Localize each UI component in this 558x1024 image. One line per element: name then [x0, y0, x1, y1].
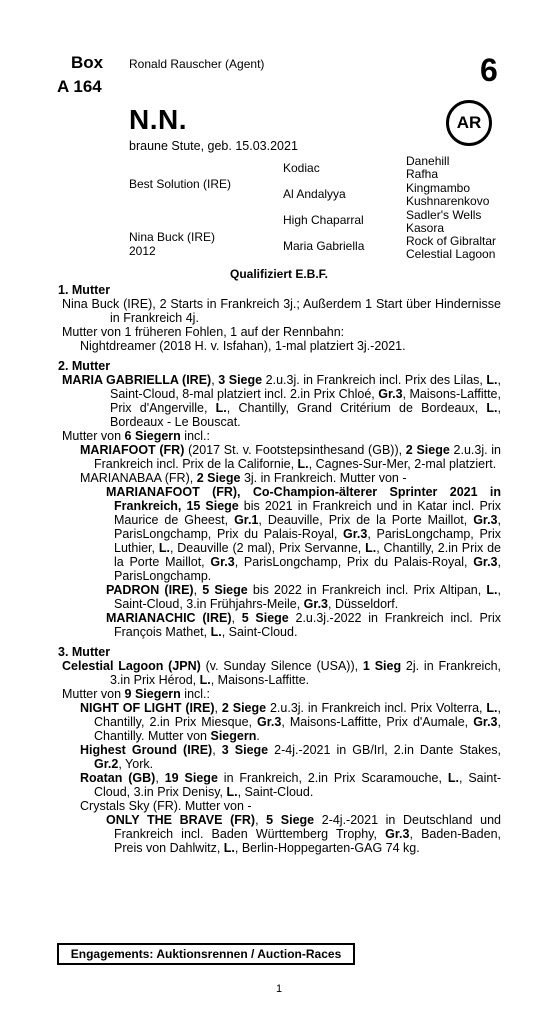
first-dam-entry: Nina Buck (IRE), 2 Starts in Frankreich 3j.; Außerdem 1 Start über Hindernisse in Frankreich 4j.: [62, 297, 501, 325]
pedigree-gen3: Kasora: [406, 221, 445, 235]
pedigree-gen2: Maria Gabriella: [283, 239, 365, 253]
produce-entry: NIGHT OF LIGHT (IRE), 2 Siege 2.u.3j. in Frankreich incl. Prix Volterra, L., Chantilly, 2.in Prix Miesque, Gr.3, Maisons-Laffitte, Prix d'Aumale, Gr.3, Chantilly. Mutter von Siegern.: [80, 701, 501, 743]
grand-produce-entry: ONLY THE BRAVE (FR), 5 Siege 2-4j.-2021 in Deutschland und Frankreich incl. Baden Württemberg Trophy, Gr.3, Baden-Baden, Preis von Dahlwitz, L., Berlin-Hoppegarten-GAG 74 kg.: [106, 813, 501, 855]
ar-badge: AR: [446, 100, 492, 146]
pedigree-gen3: Sadler's Wells: [406, 208, 482, 222]
pedigree-gen3: Rafha: [406, 167, 439, 181]
qualification: Qualifiziert E.B.F.: [229, 267, 328, 281]
grand-produce-entry: MARIANAFOOT (FR), Co-Champion-älterer Sprinter 2021 in Frankreich, 15 Siege bis 2021 in Frankreich und in Katar incl. Prix Maurice de Gheest, Gr.1, Deauville, Prix de la Porte Maillot, Gr.3, ParisLongchamp, Prix du Palais-Royal, Gr.3, ParisLongchamp, Prix Luthier, L., Deauville (2 mal), Prix Servanne, L., Chantilly, 2.in Prix de la Porte Maillot, Gr.3, ParisLongchamp, Prix du Palais-Royal, Gr.3, ParisLongchamp.: [106, 485, 501, 583]
page-number: 1: [275, 983, 283, 995]
produce-summary: Mutter von 1 früheren Fohlen, 1 auf der Rennbahn:: [62, 325, 345, 339]
third-dam-entry: Celestial Lagoon (JPN) (v. Sunday Silence (USA)), 1 Sieg 2j. in Frankreich, 3.in Prix Hérod, L., Maisons-Laffitte.: [62, 659, 501, 687]
pedigree-dam-year: 2012: [129, 244, 156, 258]
agent-name: Ronald Rauscher (Agent): [129, 57, 265, 71]
engagements-box: Engagements: Auktionsrennen / Auction-Races: [57, 943, 355, 965]
produce-entry: MARIAFOOT (FR) (2017 St. v. Footstepsinthesand (GB)), 2 Siege 2.u.3j. in Frankreich incl. Prix de la Californie, L., Cagnes-Sur-Mer, 2-mal platziert.: [80, 443, 502, 471]
pedigree-gen2: High Chaparral: [283, 213, 364, 227]
section-title: 3. Mutter: [58, 645, 111, 659]
pedigree-sire: Best Solution (IRE): [129, 177, 232, 191]
pedigree-gen3: Celestial Lagoon: [406, 247, 496, 261]
produce-entry: MARIANABAA (FR), 2 Siege 3j. in Frankreich. Mutter von -: [80, 471, 407, 485]
section-title: 1. Mutter: [58, 283, 111, 297]
produce-entry: Roatan (GB), 19 Siege in Frankreich, 2.in Prix Scaramouche, L., Saint-Cloud, 3.in Prix Denisy, L., Saint-Cloud.: [80, 771, 501, 799]
grand-produce-entry: MARIANACHIC (IRE), 5 Siege 2.u.3j.-2022 in Frankreich incl. Prix François Mathet, L., Saint-Cloud.: [106, 611, 501, 639]
pedigree-dam: Nina Buck (IRE): [129, 230, 216, 244]
produce-entry: Crystals Sky (FR). Mutter von -: [80, 799, 252, 813]
pedigree-notes: [58, 283, 501, 855]
pedigree-gen3: Kushnarenkovo: [406, 194, 490, 208]
box-label: Box: [71, 53, 104, 72]
produce-entry: Nightdreamer (2018 H. v. Isfahan), 1-mal platziert 3j.-2021.: [80, 339, 406, 353]
horse-name: N.N.: [129, 104, 187, 135]
pedigree-gen3: Rock of Gibraltar: [406, 234, 497, 248]
pedigree-gen2: Al Andalyya: [283, 187, 346, 201]
grand-produce-entry: PADRON (IRE), 5 Siege bis 2022 in Frankreich incl. Prix Altipan, L., Saint-Cloud, 3.in Frühjahrs-Meile, Gr.3, Düsseldorf.: [106, 583, 501, 611]
horse-description: braune Stute, geb. 15.03.2021: [129, 139, 298, 153]
box-number: A 164: [57, 77, 102, 96]
pedigree-gen3: Danehill: [406, 154, 450, 168]
pedigree-gen3: Kingmambo: [406, 181, 471, 195]
section-title: 2. Mutter: [58, 359, 111, 373]
produce-entry: Highest Ground (IRE), 3 Siege 2-4j.-2021 in GB/Irl, 2.in Dante Stakes, Gr.2, York.: [80, 743, 502, 771]
pedigree-gen2: Kodiac: [283, 161, 320, 175]
lot-number: 6: [480, 52, 498, 88]
produce-summary: Mutter von 9 Siegern incl.:: [62, 687, 210, 701]
second-dam-entry: MARIA GABRIELLA (IRE), 3 Siege 2.u.3j. in Frankreich incl. Prix des Lilas, L., Saint-Cloud, 8-mal platziert incl. 2.in Prix Chloé, Gr.3, Maisons-Laffitte, Prix d'Angerville, L., Chantilly, Grand Critérium de Bordeaux, L., Bordeaux - Le Bouscat.: [62, 373, 502, 429]
produce-summary: Mutter von 6 Siegern incl.:: [62, 429, 210, 443]
